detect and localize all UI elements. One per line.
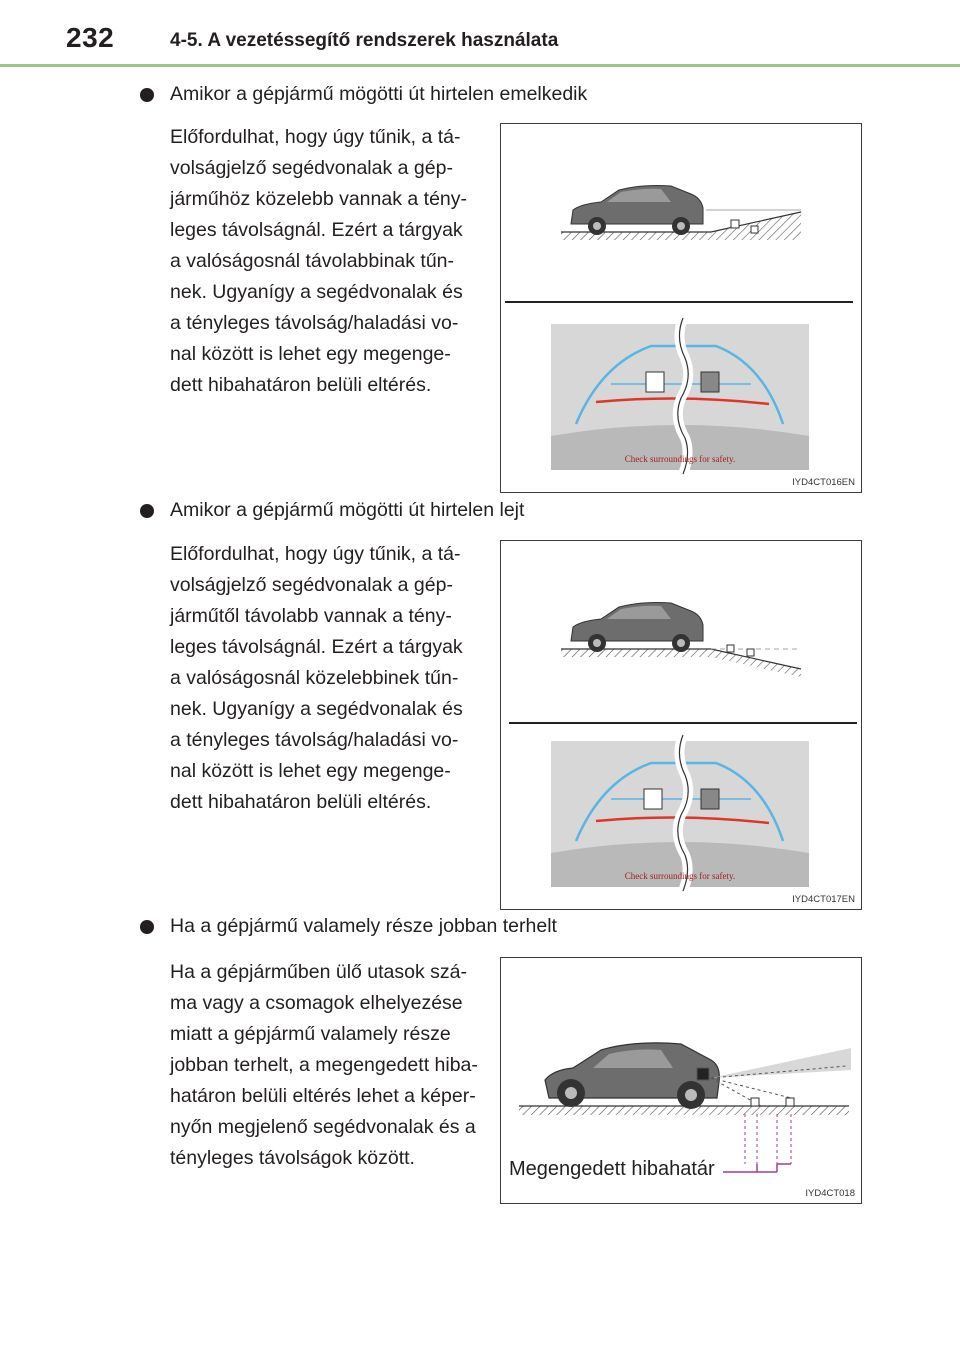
- section-2-paragraph: [170, 539, 478, 818]
- text-line: miatt a gépjármű valamely része: [170, 1023, 451, 1045]
- text-line: dett hibahatáron belüli eltérés.: [170, 374, 432, 396]
- text-line: a tényleges távolság/haladási vo-: [170, 312, 459, 334]
- text-line: ma vagy a csomagok elhelyezése: [170, 992, 463, 1014]
- figure-code: IYD4CT016EN: [792, 477, 855, 488]
- text-line: határon belüli eltérés lehet a képer-: [170, 1085, 476, 1107]
- figure-loaded: [500, 957, 862, 1204]
- camera-screen: [551, 735, 809, 891]
- section-title: 4-5. A vezetéssegítő rendszerek használata: [170, 30, 559, 51]
- car-icon: [571, 603, 703, 653]
- section-3-paragraph: [170, 957, 478, 1174]
- screen-caption: Check surroundings for safety.: [624, 454, 736, 464]
- bullet-icon: [140, 920, 154, 934]
- section-1-heading: Amikor a gépjármű mögötti út hirtelen emelkedik: [170, 83, 588, 105]
- camera-screen: [551, 318, 809, 474]
- header-rule: [0, 64, 960, 67]
- text-line: volságjelző segédvonalak a gép-: [170, 157, 453, 179]
- page-number: 232: [66, 22, 115, 53]
- bullet-icon: [140, 504, 154, 518]
- text-line: leges távolságnál. Ezért a tárgyak: [170, 636, 463, 658]
- text-line: járműtől távolabb vannak a tény-: [170, 605, 452, 627]
- text-line: nek. Ugyanígy a segédvonalak és: [170, 698, 463, 720]
- uphill-illustration: [501, 124, 861, 492]
- text-line: nyőn megjelenő segédvonalak és a: [170, 1116, 476, 1138]
- section-1-paragraph: [170, 122, 478, 401]
- text-line: dett hibahatáron belüli eltérés.: [170, 791, 432, 813]
- text-line: Ha a gépjárműben ülő utasok szá-: [170, 961, 468, 983]
- ground-hatch: [561, 232, 711, 240]
- text-line: nal között is lehet egy megenge-: [170, 760, 451, 782]
- text-line: leges távolságnál. Ezért a tárgyak: [170, 219, 463, 241]
- car-icon: [571, 186, 703, 236]
- text-line: Előfordulhat, hogy úgy tűnik, a tá-: [170, 543, 461, 565]
- text-line: a valóságosnál távolabbinak tűn-: [170, 250, 455, 272]
- text-line: nek. Ugyanígy a segédvonalak és: [170, 281, 463, 303]
- text-line: tényleges távolságok között.: [170, 1147, 415, 1169]
- figure-label: Megengedett hibahatár: [509, 1158, 715, 1180]
- object-marker: [731, 220, 739, 228]
- object-marker: [751, 226, 758, 233]
- text-line: járműhöz közelebb vannak a tény-: [170, 188, 468, 210]
- text-line: volságjelző segédvonalak a gép-: [170, 574, 453, 596]
- text-line: jobban terhelt, a megengedett hiba-: [170, 1054, 478, 1076]
- car-icon: [545, 1043, 719, 1109]
- section-2-heading: Amikor a gépjármű mögötti út hirtelen lejt: [170, 499, 525, 521]
- figure-code: IYD4CT017EN: [792, 894, 855, 905]
- text-line: Előfordulhat, hogy úgy tűnik, a tá-: [170, 126, 461, 148]
- bullet-icon: [140, 88, 154, 102]
- figure-uphill: [500, 123, 862, 493]
- figure-code: IYD4CT018: [805, 1188, 855, 1199]
- downhill-illustration: [501, 541, 861, 909]
- screen-caption: Check surroundings for safety.: [624, 871, 736, 881]
- text-line: nal között is lehet egy megenge-: [170, 343, 451, 365]
- text-line: a tényleges távolság/haladási vo-: [170, 729, 459, 751]
- text-line: a valóságosnál közelebbinek tűn-: [170, 667, 459, 689]
- figure-downhill: [500, 540, 862, 910]
- section-3-heading: Ha a gépjármű valamely része jobban terhelt: [170, 915, 557, 937]
